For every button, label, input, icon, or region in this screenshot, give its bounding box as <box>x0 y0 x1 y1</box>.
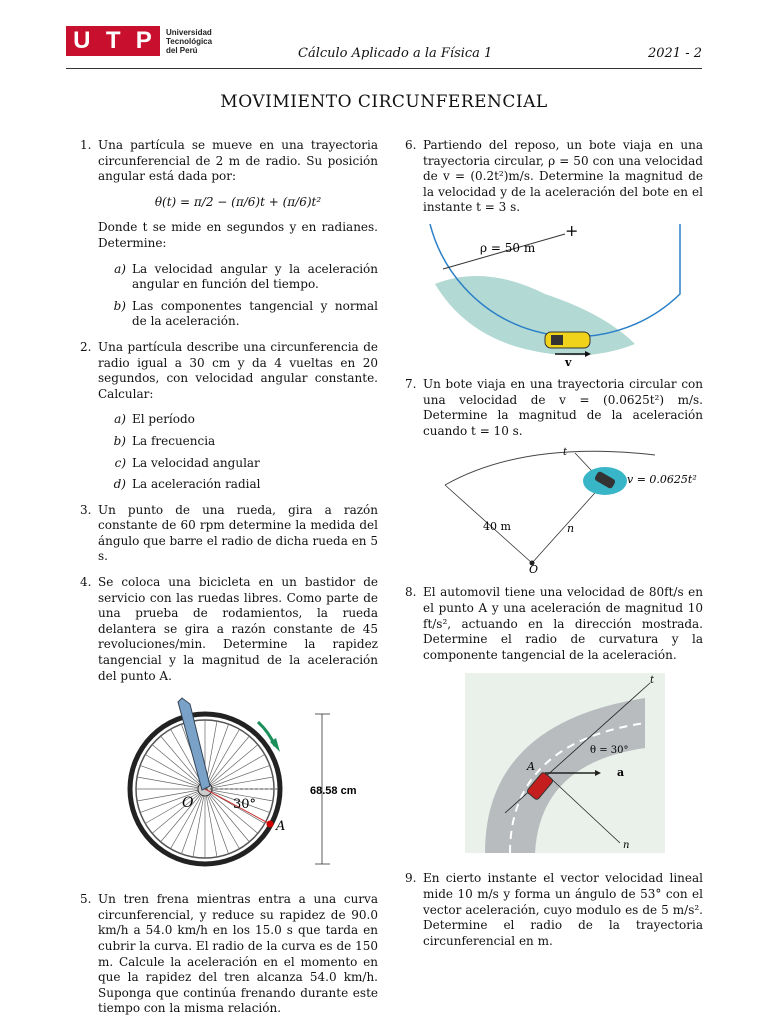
problem-7 <box>405 377 703 439</box>
logo-text-line: del Perú <box>166 46 198 55</box>
subitem-text: El período <box>132 412 195 427</box>
label-rho: ρ = 50 m <box>480 240 536 255</box>
subitem-letter: d) <box>113 477 126 492</box>
problem-number: 1. <box>80 138 92 152</box>
subitem-letter: a) <box>114 261 126 276</box>
label-o: O <box>182 795 194 812</box>
problem-text: Una partícula se mueve en una trayectoria circunferencial de 2 m de radio. Su posición angular está dada por: <box>98 138 378 184</box>
subitem <box>98 412 378 428</box>
boat-circle-figure <box>405 224 703 369</box>
subitem-text: La aceleración radial <box>132 477 261 492</box>
problem-number: 5. <box>80 892 92 907</box>
logo-letter-t: T <box>105 27 122 54</box>
label-t: t <box>563 447 568 459</box>
logo-text-line: Tecnológica <box>166 37 213 46</box>
label-o: O <box>529 563 539 576</box>
label-a: A <box>276 819 286 835</box>
center-cross-icon: + <box>565 223 579 240</box>
logo-text <box>166 28 212 55</box>
problem-number: 4. <box>80 575 92 590</box>
problem-text: Partiendo del reposo, un bote viaja en una trayectoria circular, ρ = 50 con una velocidad de v = (0.2t²)m/s. Determine la magnitud de la velocidad y de la aceleración del bote en el instante t = 3 s. <box>423 138 703 215</box>
problem-number: 2. <box>80 339 92 354</box>
point-a-marker <box>267 821 274 828</box>
problem-3 <box>80 503 378 565</box>
subitem <box>98 434 378 450</box>
utp-logo <box>66 26 160 56</box>
problem-note: Donde t se mide en segundos y en radianes. Determine: <box>98 220 378 250</box>
problem-number: 3. <box>80 502 92 517</box>
label-v: v <box>565 355 572 369</box>
page-title: MOVIMIENTO CIRCUNFERENCIAL <box>220 92 548 112</box>
course-year: 2021 - 2 <box>647 46 702 61</box>
problem-text: Un tren frena mientras entra a una curva circunferencial, y reduce su rapidez de 90.0 km/h a 54.0 km/h en los 15.0 s que tarda en cubrir la curva. El radio de la curva es de 150 m. Calcule la aceleración en el momento en que la rapidez del tren alcanza 54.0 km/h. Suponga que continúa frenando durante este tiempo con la misma relación. <box>98 892 378 1016</box>
problem-text: Se coloca una bicicleta en un bastidor de servicio con las ruedas libres. Como parte de una prueba de rodamientos, la rueda delantera se gira a razón constante de 45 revoluciones/min. Determine la rapidez tangencial y la magnitud de la aceleración del punto A. <box>98 575 378 683</box>
subitem-letter: b) <box>113 298 126 313</box>
header <box>66 26 702 74</box>
problem-text: Una partícula describe una circunferencia de radio igual a 30 cm y da 4 vueltas en 20 segundos, con velocidad angular constante. Calcular: <box>98 339 378 401</box>
subitem-letter: a) <box>114 412 126 427</box>
problem-text: El automovil tiene una velocidad de 80ft/s en el punto A y una aceleración de magnitud 10 ft/s², actuando en la dirección mostrada. Determine el radio de curvatura y la componente tangencial de la aceleración. <box>423 585 703 662</box>
problem-number: 8. <box>405 585 417 600</box>
problem-1 <box>80 138 378 330</box>
problem-text: Un punto de una rueda, gira a razón constante de 60 rpm determine la medida del ángulo que barre el radio de dicha rueda en 5 s. <box>98 502 378 564</box>
problem-4 <box>80 575 378 684</box>
problem-8 <box>405 585 703 663</box>
subitem-text: La velocidad angular <box>132 455 260 470</box>
logo-text-line: Universidad <box>166 28 212 37</box>
label-radius: 40 m <box>483 520 511 534</box>
label-theta: θ = 30° <box>590 745 629 757</box>
problem-number: 6. <box>405 138 417 152</box>
subitem <box>98 299 378 330</box>
label-n: n <box>623 840 630 852</box>
right-column <box>405 138 703 949</box>
header-divider <box>66 68 702 69</box>
label-v: v = 0.0625t² <box>627 473 697 487</box>
logo-letter-p: P <box>135 27 153 54</box>
problem-number: 9. <box>405 871 417 886</box>
equation: θ(t) = π/2 − (π/6)t + (π/6)t² <box>154 194 322 209</box>
subitem <box>98 477 378 493</box>
left-column <box>80 138 378 1017</box>
label-dimension: 68.58 cm <box>310 785 357 798</box>
label-a-point: A <box>527 760 535 774</box>
subitem-letter: c) <box>114 455 126 470</box>
subitem-text: Las componentes tangencial y normal de la aceleración. <box>132 298 378 329</box>
logo-letter-u: U <box>73 27 92 54</box>
car-curve-figure <box>405 673 703 853</box>
subitem <box>98 262 378 293</box>
label-n: n <box>567 522 575 536</box>
problem-9 <box>405 871 703 949</box>
problem-text: En cierto instante el vector velocidad lineal mide 10 m/s y forma un ángulo de 53° con el vector aceleración, cuyo modulo es de 5 m/s². Determine el radio de la trayectoria circunferencial en m. <box>423 871 703 948</box>
bicycle-wheel-figure <box>80 694 378 874</box>
boat-trajectory-figure <box>405 445 703 575</box>
problem-text: Un bote viaja en una trayectoria circular con una velocidad de v = (0.0625t²) m/s. Determine la magnitud de la aceleración cuando t = 10 s. <box>423 376 703 438</box>
subitem-text: La velocidad angular y la aceleración angular en función del tiempo. <box>132 261 378 292</box>
boat-motor-icon <box>551 335 563 345</box>
label-t: t <box>650 675 655 687</box>
problem-2 <box>80 340 378 493</box>
course-name: Cálculo Aplicado a la Física 1 <box>298 46 493 61</box>
subitem-letter: b) <box>113 433 126 448</box>
label-angle: 30° <box>233 797 257 813</box>
subitem <box>98 456 378 472</box>
problem-5 <box>80 892 378 1017</box>
problem-number: 7. <box>405 376 417 391</box>
subitem-text: La frecuencia <box>132 433 216 448</box>
label-a: a <box>617 766 625 780</box>
problem-6 <box>405 138 703 216</box>
